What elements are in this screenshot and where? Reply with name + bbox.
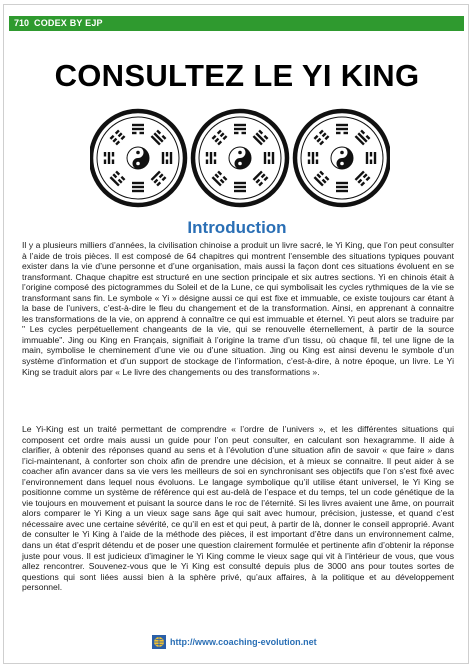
website-link[interactable]: http://www.coaching-evolution.net (170, 637, 317, 647)
bagua-illustration (90, 103, 390, 213)
bagua-icon (295, 111, 389, 205)
globe-icon (152, 635, 166, 649)
section-title: Introduction (187, 218, 287, 237)
page-title: CONSULTEZ LE YI KING (54, 58, 420, 93)
footer (152, 634, 317, 650)
bagua-icon (193, 111, 287, 205)
paragraph: Le Yi-King est un traité permettant de comprendre « l’ordre de l’univers », et les différentes situations qui composent cet ordre mais aussi un guide pour l’on peut consulter, en calculant son hexagramme. Il aide à clarifier, à obtenir des réponses quand au sens et à l’évolution d’une situation afin de savoir « que faire » dans l’ici-maintenant, à conforter son choix afin de prendre une décision, et à mieux se connaitre. Il peut aider à se coacher afin avancer dans sa vie vers les meilleurs de soi en synchronisant ses objectifs que l’on s’est fixé avec l’environnement dans lequel nous évoluons. Le langage symbolique qu’il utilise étant universel, le Yi King se positionne comme un système de référence qui est au-delà de l’espace et du temps, tel un code génétique de la vie toujours en mouvement et puisant la source dans le roc de l’éternité. Si les livres avaient une âme, on pourrait alors comparer le Yi King a un vieux sage sans âge qui sait avec humour, précision, justesse, et quand c’est nécessaire avec une certaine sévérité, ce qu’il en est et qui peut, à partir de là, donner le conseil approprié. Avant de consulter le Yi King à l’aide de la méthode des pièces, il est important d’être dans un environnement calme, dans un état d’esprit détendu et de poser une question clairement formulée et pertinente afin d’obtenir la réponse juste pour vous. Il est judicieux d’imaginer le Yi King comme le vieux sage qui vit à l’intérieur de vous, que vous allez rencontrer. Souvenez-vous que le Yi King est consulté depuis plus de 3000 ans pour toutes sortes de questions qui sont liées aussi bien à la sphère privé, qu’aux affaires, à la politique et au développement personnel. (22, 424, 454, 593)
paragraph: Il y a plusieurs milliers d’années, la civilisation chinoise a produit un livre sacré, le Yi King, que l’on peut consulter à l’aide de trois pièces. Il est composé de 64 chapitres qui montrent l’ensemble des situations typiques pouvant exister dans la vie d’une personne et d’une organisation, mais aussi la façon dont ces situations évoluent en se transformant. Chaque chapitre est structuré en une section principale et six autres sections. Yi en chinois était à l’origine composé des pictogrammes du Soleil et de la Lune, ce qui symbolisait les cycles rythmiques de la vie se transformant sans fin. Le symbole « Yi » désigne aussi ce qui est fixe et immuable, ce existe toujours car étant à la base de l’univers, c’est-à-dire le fleu du changement et de la transformation. Ainsi, en apprenant à connaitre les transformations de la vie, on apprend à connaître ce qui est immuable et éternel. Yi peut alors se traduire par " Les cycles perpétuellement changeants de la vie, qui se renouvelle éternellement, à partir de la source immuable". Jing ou King en Français, signifiait à l’origine la trame d’un tissu, où chaque fil, tel une ligne de la main, symbolise le cheminement d’une vie ou d’une situation. Jing ou King est ainsi devenu le symbole d’un système d’information et d’un support de stockage de l’information, c’est-à-dire, à notre époque, un livre. Le Yi King se traduit alors par « Le livre des changements ou des transformations ». (22, 240, 454, 377)
bagua-icon (91, 111, 185, 205)
page-number: 710 (9, 16, 34, 31)
header-label: CODEX BY EJP (34, 18, 103, 28)
